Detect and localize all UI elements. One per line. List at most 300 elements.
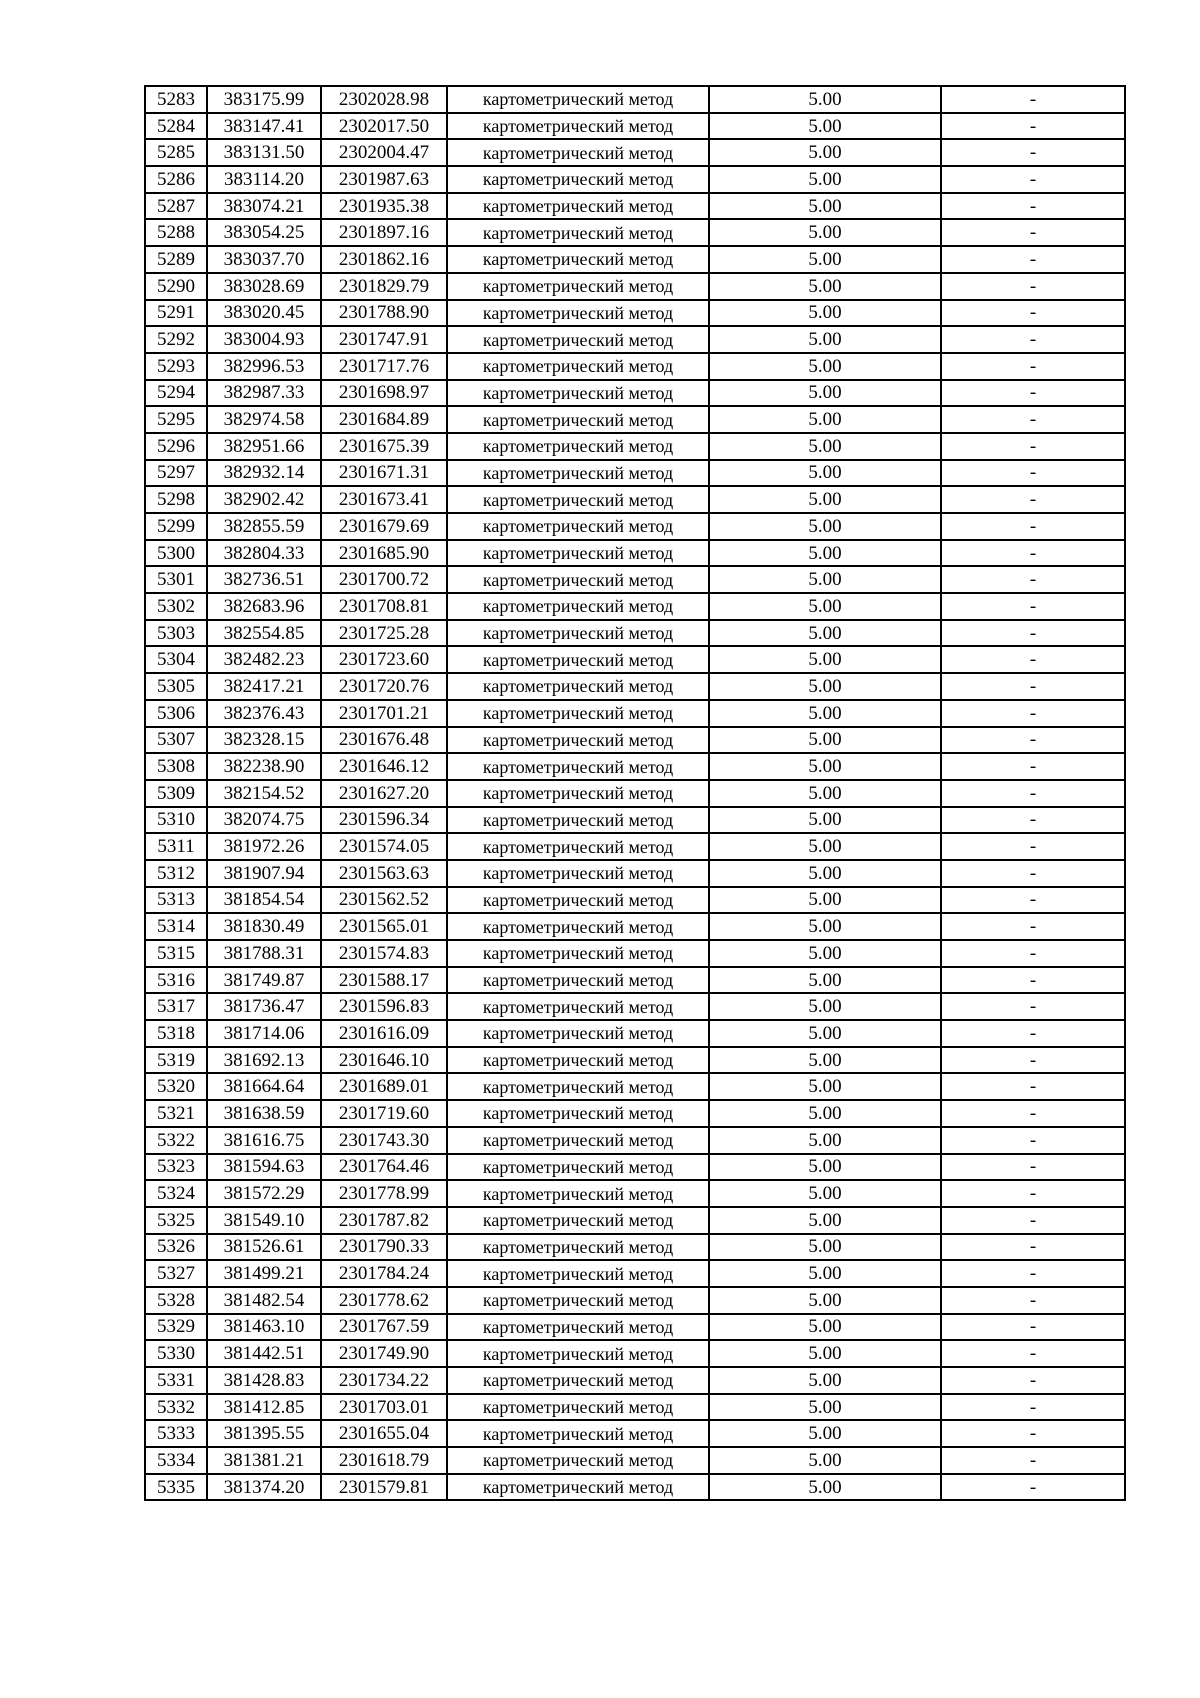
point-number-cell: 5290 (145, 273, 207, 300)
y-coordinate-cell: 2302004.47 (321, 139, 447, 166)
table-row (145, 1073, 1125, 1100)
point-number-cell: 5285 (145, 139, 207, 166)
y-coordinate-cell: 2302017.50 (321, 113, 447, 140)
method-cell: картометрический метод (447, 300, 709, 327)
x-coordinate-cell: 381499.21 (207, 1260, 321, 1287)
y-coordinate-cell: 2301725.28 (321, 620, 447, 647)
precision-cell: 5.00 (709, 1154, 941, 1181)
y-coordinate-cell: 2301698.97 (321, 380, 447, 407)
x-coordinate-cell: 381616.75 (207, 1127, 321, 1154)
coordinates-table-body (145, 86, 1125, 1500)
table-row (145, 646, 1125, 673)
y-coordinate-cell: 2301829.79 (321, 273, 447, 300)
table-row (145, 139, 1125, 166)
method-cell: картометрический метод (447, 380, 709, 407)
table-row (145, 566, 1125, 593)
x-coordinate-cell: 381736.47 (207, 993, 321, 1020)
y-coordinate-cell: 2301787.82 (321, 1207, 447, 1234)
point-number-cell: 5324 (145, 1180, 207, 1207)
method-cell: картометрический метод (447, 1234, 709, 1261)
y-coordinate-cell: 2301767.59 (321, 1314, 447, 1341)
point-number-cell: 5292 (145, 326, 207, 353)
x-coordinate-cell: 381381.21 (207, 1447, 321, 1474)
x-coordinate-cell: 381714.06 (207, 1020, 321, 1047)
precision-cell: 5.00 (709, 646, 941, 673)
note-cell: - (941, 940, 1125, 967)
note-cell: - (941, 833, 1125, 860)
method-cell: картометрический метод (447, 273, 709, 300)
table-row (145, 833, 1125, 860)
point-number-cell: 5305 (145, 673, 207, 700)
y-coordinate-cell: 2301723.60 (321, 646, 447, 673)
y-coordinate-cell: 2301784.24 (321, 1260, 447, 1287)
note-cell: - (941, 406, 1125, 433)
method-cell: картометрический метод (447, 753, 709, 780)
note-cell: - (941, 1207, 1125, 1234)
x-coordinate-cell: 381972.26 (207, 833, 321, 860)
table-row (145, 406, 1125, 433)
x-coordinate-cell: 381526.61 (207, 1234, 321, 1261)
point-number-cell: 5298 (145, 486, 207, 513)
note-cell: - (941, 1394, 1125, 1421)
point-number-cell: 5297 (145, 460, 207, 487)
precision-cell: 5.00 (709, 860, 941, 887)
method-cell: картометрический метод (447, 1100, 709, 1127)
point-number-cell: 5334 (145, 1447, 207, 1474)
precision-cell: 5.00 (709, 780, 941, 807)
point-number-cell: 5331 (145, 1367, 207, 1394)
table-row (145, 1100, 1125, 1127)
y-coordinate-cell: 2301679.69 (321, 513, 447, 540)
x-coordinate-cell: 383037.70 (207, 246, 321, 273)
precision-cell: 5.00 (709, 113, 941, 140)
method-cell: картометрический метод (447, 460, 709, 487)
x-coordinate-cell: 383175.99 (207, 86, 321, 113)
precision-cell: 5.00 (709, 1447, 941, 1474)
precision-cell: 5.00 (709, 1207, 941, 1234)
method-cell: картометрический метод (447, 86, 709, 113)
precision-cell: 5.00 (709, 460, 941, 487)
precision-cell: 5.00 (709, 246, 941, 273)
table-row (145, 166, 1125, 193)
table-row (145, 780, 1125, 807)
table-row (145, 326, 1125, 353)
note-cell: - (941, 673, 1125, 700)
x-coordinate-cell: 382417.21 (207, 673, 321, 700)
method-cell: картометрический метод (447, 593, 709, 620)
coordinates-table (144, 85, 1126, 1501)
note-cell: - (941, 753, 1125, 780)
point-number-cell: 5333 (145, 1420, 207, 1447)
point-number-cell: 5291 (145, 300, 207, 327)
note-cell: - (941, 1180, 1125, 1207)
point-number-cell: 5307 (145, 727, 207, 754)
point-number-cell: 5295 (145, 406, 207, 433)
method-cell: картометрический метод (447, 833, 709, 860)
precision-cell: 5.00 (709, 433, 941, 460)
x-coordinate-cell: 381482.54 (207, 1287, 321, 1314)
precision-cell: 5.00 (709, 993, 941, 1020)
precision-cell: 5.00 (709, 353, 941, 380)
note-cell: - (941, 1073, 1125, 1100)
table-row (145, 433, 1125, 460)
precision-cell: 5.00 (709, 86, 941, 113)
method-cell: картометрический метод (447, 1367, 709, 1394)
note-cell: - (941, 700, 1125, 727)
table-row (145, 1234, 1125, 1261)
x-coordinate-cell: 382855.59 (207, 513, 321, 540)
note-cell: - (941, 1020, 1125, 1047)
precision-cell: 5.00 (709, 1020, 941, 1047)
y-coordinate-cell: 2301701.21 (321, 700, 447, 727)
method-cell: картометрический метод (447, 1420, 709, 1447)
method-cell: картометрический метод (447, 967, 709, 994)
y-coordinate-cell: 2301743.30 (321, 1127, 447, 1154)
x-coordinate-cell: 381664.64 (207, 1073, 321, 1100)
method-cell: картометрический метод (447, 646, 709, 673)
precision-cell: 5.00 (709, 1420, 941, 1447)
note-cell: - (941, 219, 1125, 246)
x-coordinate-cell: 382482.23 (207, 646, 321, 673)
x-coordinate-cell: 381428.83 (207, 1367, 321, 1394)
table-row (145, 1367, 1125, 1394)
precision-cell: 5.00 (709, 1340, 941, 1367)
method-cell: картометрический метод (447, 1474, 709, 1501)
x-coordinate-cell: 382996.53 (207, 353, 321, 380)
method-cell: картометрический метод (447, 166, 709, 193)
y-coordinate-cell: 2301574.83 (321, 940, 447, 967)
point-number-cell: 5320 (145, 1073, 207, 1100)
x-coordinate-cell: 382804.33 (207, 540, 321, 567)
y-coordinate-cell: 2301935.38 (321, 193, 447, 220)
y-coordinate-cell: 2301671.31 (321, 460, 447, 487)
point-number-cell: 5310 (145, 807, 207, 834)
precision-cell: 5.00 (709, 1314, 941, 1341)
x-coordinate-cell: 383074.21 (207, 193, 321, 220)
precision-cell: 5.00 (709, 940, 941, 967)
point-number-cell: 5323 (145, 1154, 207, 1181)
note-cell: - (941, 326, 1125, 353)
note-cell: - (941, 780, 1125, 807)
precision-cell: 5.00 (709, 1047, 941, 1074)
point-number-cell: 5308 (145, 753, 207, 780)
y-coordinate-cell: 2301596.34 (321, 807, 447, 834)
y-coordinate-cell: 2301565.01 (321, 913, 447, 940)
table-row (145, 1020, 1125, 1047)
method-cell: картометрический метод (447, 913, 709, 940)
precision-cell: 5.00 (709, 1100, 941, 1127)
point-number-cell: 5332 (145, 1394, 207, 1421)
precision-cell: 5.00 (709, 540, 941, 567)
method-cell: картометрический метод (447, 1340, 709, 1367)
precision-cell: 5.00 (709, 913, 941, 940)
note-cell: - (941, 300, 1125, 327)
method-cell: картометрический метод (447, 940, 709, 967)
precision-cell: 5.00 (709, 1127, 941, 1154)
note-cell: - (941, 1367, 1125, 1394)
y-coordinate-cell: 2301646.12 (321, 753, 447, 780)
point-number-cell: 5289 (145, 246, 207, 273)
point-number-cell: 5325 (145, 1207, 207, 1234)
x-coordinate-cell: 381395.55 (207, 1420, 321, 1447)
note-cell: - (941, 1154, 1125, 1181)
precision-cell: 5.00 (709, 1474, 941, 1501)
table-row (145, 193, 1125, 220)
y-coordinate-cell: 2301676.48 (321, 727, 447, 754)
y-coordinate-cell: 2301563.63 (321, 860, 447, 887)
precision-cell: 5.00 (709, 1073, 941, 1100)
table-row (145, 673, 1125, 700)
precision-cell: 5.00 (709, 566, 941, 593)
x-coordinate-cell: 382974.58 (207, 406, 321, 433)
y-coordinate-cell: 2301788.90 (321, 300, 447, 327)
method-cell: картометрический метод (447, 113, 709, 140)
note-cell: - (941, 353, 1125, 380)
point-number-cell: 5303 (145, 620, 207, 647)
note-cell: - (941, 967, 1125, 994)
note-cell: - (941, 113, 1125, 140)
point-number-cell: 5284 (145, 113, 207, 140)
point-number-cell: 5327 (145, 1260, 207, 1287)
point-number-cell: 5314 (145, 913, 207, 940)
method-cell: картометрический метод (447, 566, 709, 593)
point-number-cell: 5313 (145, 887, 207, 914)
note-cell: - (941, 273, 1125, 300)
method-cell: картометрический метод (447, 1047, 709, 1074)
x-coordinate-cell: 381442.51 (207, 1340, 321, 1367)
method-cell: картометрический метод (447, 780, 709, 807)
point-number-cell: 5288 (145, 219, 207, 246)
precision-cell: 5.00 (709, 166, 941, 193)
method-cell: картометрический метод (447, 513, 709, 540)
table-row (145, 940, 1125, 967)
note-cell: - (941, 1340, 1125, 1367)
x-coordinate-cell: 383114.20 (207, 166, 321, 193)
table-row (145, 1447, 1125, 1474)
note-cell: - (941, 993, 1125, 1020)
precision-cell: 5.00 (709, 1287, 941, 1314)
point-number-cell: 5302 (145, 593, 207, 620)
method-cell: картометрический метод (447, 193, 709, 220)
method-cell: картометрический метод (447, 620, 709, 647)
precision-cell: 5.00 (709, 1234, 941, 1261)
precision-cell: 5.00 (709, 753, 941, 780)
table-row (145, 1287, 1125, 1314)
point-number-cell: 5293 (145, 353, 207, 380)
method-cell: картометрический метод (447, 486, 709, 513)
point-number-cell: 5312 (145, 860, 207, 887)
precision-cell: 5.00 (709, 807, 941, 834)
method-cell: картометрический метод (447, 326, 709, 353)
note-cell: - (941, 166, 1125, 193)
method-cell: картометрический метод (447, 1394, 709, 1421)
note-cell: - (941, 139, 1125, 166)
precision-cell: 5.00 (709, 139, 941, 166)
method-cell: картометрический метод (447, 673, 709, 700)
y-coordinate-cell: 2301646.10 (321, 1047, 447, 1074)
point-number-cell: 5304 (145, 646, 207, 673)
x-coordinate-cell: 381692.13 (207, 1047, 321, 1074)
x-coordinate-cell: 382951.66 (207, 433, 321, 460)
table-row (145, 753, 1125, 780)
point-number-cell: 5301 (145, 566, 207, 593)
precision-cell: 5.00 (709, 1394, 941, 1421)
y-coordinate-cell: 2301987.63 (321, 166, 447, 193)
point-number-cell: 5311 (145, 833, 207, 860)
table-row (145, 486, 1125, 513)
method-cell: картометрический метод (447, 540, 709, 567)
note-cell: - (941, 807, 1125, 834)
table-row (145, 1127, 1125, 1154)
x-coordinate-cell: 381788.31 (207, 940, 321, 967)
x-coordinate-cell: 383028.69 (207, 273, 321, 300)
x-coordinate-cell: 381854.54 (207, 887, 321, 914)
point-number-cell: 5328 (145, 1287, 207, 1314)
point-number-cell: 5315 (145, 940, 207, 967)
x-coordinate-cell: 381594.63 (207, 1154, 321, 1181)
precision-cell: 5.00 (709, 887, 941, 914)
point-number-cell: 5294 (145, 380, 207, 407)
precision-cell: 5.00 (709, 593, 941, 620)
y-coordinate-cell: 2301778.62 (321, 1287, 447, 1314)
table-row (145, 1260, 1125, 1287)
note-cell: - (941, 887, 1125, 914)
note-cell: - (941, 646, 1125, 673)
method-cell: картометрический метод (447, 1073, 709, 1100)
point-number-cell: 5287 (145, 193, 207, 220)
y-coordinate-cell: 2301673.41 (321, 486, 447, 513)
y-coordinate-cell: 2301574.05 (321, 833, 447, 860)
note-cell: - (941, 1287, 1125, 1314)
point-number-cell: 5286 (145, 166, 207, 193)
point-number-cell: 5319 (145, 1047, 207, 1074)
method-cell: картометрический метод (447, 353, 709, 380)
point-number-cell: 5329 (145, 1314, 207, 1341)
method-cell: картометрический метод (447, 1260, 709, 1287)
note-cell: - (941, 860, 1125, 887)
table-row (145, 1154, 1125, 1181)
precision-cell: 5.00 (709, 1180, 941, 1207)
y-coordinate-cell: 2301790.33 (321, 1234, 447, 1261)
x-coordinate-cell: 382902.42 (207, 486, 321, 513)
note-cell: - (941, 1314, 1125, 1341)
y-coordinate-cell: 2301627.20 (321, 780, 447, 807)
y-coordinate-cell: 2301708.81 (321, 593, 447, 620)
table-row (145, 1474, 1125, 1501)
x-coordinate-cell: 382554.85 (207, 620, 321, 647)
note-cell: - (941, 1234, 1125, 1261)
method-cell: картометрический метод (447, 219, 709, 246)
note-cell: - (941, 1100, 1125, 1127)
precision-cell: 5.00 (709, 620, 941, 647)
table-row (145, 380, 1125, 407)
note-cell: - (941, 1047, 1125, 1074)
method-cell: картометрический метод (447, 1447, 709, 1474)
note-cell: - (941, 433, 1125, 460)
y-coordinate-cell: 2301684.89 (321, 406, 447, 433)
note-cell: - (941, 486, 1125, 513)
note-cell: - (941, 566, 1125, 593)
x-coordinate-cell: 382376.43 (207, 700, 321, 727)
table-row (145, 700, 1125, 727)
precision-cell: 5.00 (709, 967, 941, 994)
y-coordinate-cell: 2301862.16 (321, 246, 447, 273)
note-cell: - (941, 540, 1125, 567)
note-cell: - (941, 380, 1125, 407)
method-cell: картометрический метод (447, 700, 709, 727)
table-row (145, 1314, 1125, 1341)
y-coordinate-cell: 2301618.79 (321, 1447, 447, 1474)
table-row (145, 1207, 1125, 1234)
point-number-cell: 5283 (145, 86, 207, 113)
method-cell: картометрический метод (447, 860, 709, 887)
table-row (145, 86, 1125, 113)
method-cell: картометрический метод (447, 246, 709, 273)
x-coordinate-cell: 381549.10 (207, 1207, 321, 1234)
x-coordinate-cell: 382154.52 (207, 780, 321, 807)
table-row (145, 1180, 1125, 1207)
table-row (145, 273, 1125, 300)
x-coordinate-cell: 382736.51 (207, 566, 321, 593)
table-row (145, 460, 1125, 487)
method-cell: картометрический метод (447, 139, 709, 166)
note-cell: - (941, 460, 1125, 487)
method-cell: картометрический метод (447, 1154, 709, 1181)
x-coordinate-cell: 382987.33 (207, 380, 321, 407)
table-row (145, 1394, 1125, 1421)
point-number-cell: 5296 (145, 433, 207, 460)
method-cell: картометрический метод (447, 807, 709, 834)
x-coordinate-cell: 382683.96 (207, 593, 321, 620)
x-coordinate-cell: 381463.10 (207, 1314, 321, 1341)
note-cell: - (941, 620, 1125, 647)
x-coordinate-cell: 383020.45 (207, 300, 321, 327)
y-coordinate-cell: 2301596.83 (321, 993, 447, 1020)
precision-cell: 5.00 (709, 1260, 941, 1287)
y-coordinate-cell: 2301703.01 (321, 1394, 447, 1421)
precision-cell: 5.00 (709, 406, 941, 433)
x-coordinate-cell: 382932.14 (207, 460, 321, 487)
method-cell: картометрический метод (447, 887, 709, 914)
table-row (145, 993, 1125, 1020)
point-number-cell: 5309 (145, 780, 207, 807)
method-cell: картометрический метод (447, 406, 709, 433)
precision-cell: 5.00 (709, 1367, 941, 1394)
point-number-cell: 5335 (145, 1474, 207, 1501)
note-cell: - (941, 1420, 1125, 1447)
y-coordinate-cell: 2301764.46 (321, 1154, 447, 1181)
table-row (145, 967, 1125, 994)
table-row (145, 913, 1125, 940)
note-cell: - (941, 1447, 1125, 1474)
table-row (145, 113, 1125, 140)
x-coordinate-cell: 382328.15 (207, 727, 321, 754)
x-coordinate-cell: 381638.59 (207, 1100, 321, 1127)
point-number-cell: 5306 (145, 700, 207, 727)
x-coordinate-cell: 382074.75 (207, 807, 321, 834)
method-cell: картометрический метод (447, 433, 709, 460)
y-coordinate-cell: 2301778.99 (321, 1180, 447, 1207)
table-row (145, 540, 1125, 567)
note-cell: - (941, 86, 1125, 113)
method-cell: картометрический метод (447, 1207, 709, 1234)
note-cell: - (941, 593, 1125, 620)
table-row (145, 513, 1125, 540)
y-coordinate-cell: 2301720.76 (321, 673, 447, 700)
precision-cell: 5.00 (709, 326, 941, 353)
y-coordinate-cell: 2301749.90 (321, 1340, 447, 1367)
x-coordinate-cell: 381749.87 (207, 967, 321, 994)
